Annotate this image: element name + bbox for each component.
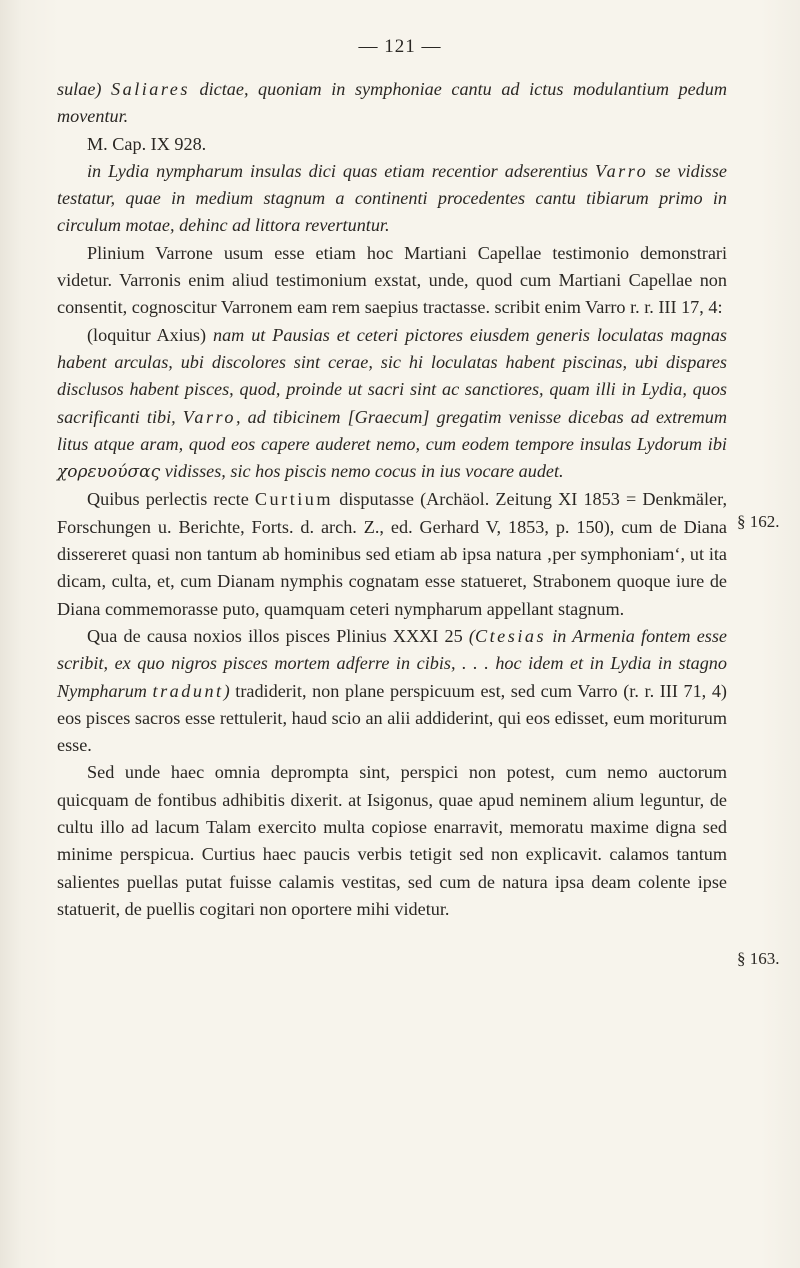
paragraph-pisces-noxios: Qua de causa noxios illos pisces Plinius XXXI 25 (Ctesias in Armenia fontem esse scribit, ex quo nigros pisces mortem adferre in cibis, . . . hoc idem et in Lydia in stagno Nympharum tradunt) tradiderit, non plane perspicuum est, sed cum Varro (r. r. III 71, 4) eos pisces sacros esse rettulerit, haud scio an alii addiderint, qui eos edisset, eum moriturum esse. <box>57 625 728 756</box>
section-marker-162: § 162. <box>737 512 780 531</box>
paragraph-plinium-varrone: Plinium Varrone usum esse etiam hoc Martiani Capellae testimonio demonstrari videtur. Varronis enim aliud testimonium exstat, unde, quod cum Martiani Capellae non consentit, cognoscitur Varronem eam rem saepius tractasse. scribit enim Varro r. r. III 17, 4: <box>57 242 727 318</box>
paragraph-saliares: sulae) Saliares dictae, quoniam in symphoniae cantu ad ictus modulantium pedum moventur. <box>57 79 727 127</box>
body-text <box>57 76 727 923</box>
quote-varro-rr: (loquitur Axius) nam ut Pausias et ceteri pictores eiusdem generis loculatas magnas habent arculas, ubi discolores sint cerae, sic hi loculatas habent piscinas, ubi dispares disclusos habent pisces, quod, proinde ut sacri sint ac sanctiores, quam illi in Lydia, quos sacrificanti tibi, Varro, ad tibicinem [Graecum] gregatim venisse dicebas ad extremum litus atque aram, quod eos capere auderet nemo, cum eodem tempore insulas Lydorum ibi χορευούσας vidisses, sic hos piscis nemo cocus in ius vocare audet. <box>57 324 728 483</box>
citation-martianus-capella: M. Cap. IX 928. <box>87 133 207 154</box>
page-number: — 121 — <box>358 36 442 57</box>
paragraph-isigonus: Sed unde haec omnia deprompta sint, perspici non potest, cum nemo auctorum quicquam de fontibus adhibitis dixerit. at Isigonus, quae apud neminem alium leguntur, de cultu illo ad lacum Talam exercito multa copiose enarravit, memoratu maxime digna sed minime perspicua. Curtius haec paucis verbis tetigit sed non explicavit. calamos tantum salientes puellas putat fuisse calamis vestitas, sed cum de natura ipsa deam colente ipse statuerit, de puellis cogitari non oportere mihi videtur. <box>57 762 727 919</box>
paragraph-curtius: Quibus perlectis recte Curtium disputasse (Archäol. Zeitung XI 1853 = Denkmäler, Forschungen u. Berichte, Forts. d. arch. Z., ed. Gerhard V, 1853, p. 150), cum de Diana dissereret quasi non tantum ab hominibus sed etiam ab ipsa natura ‚per symphoniam‘, ut ita dicam, culta, et, cum Dianam nymphis cognatam esse statueret, Strabonem quoque iure de Diana commemorasse puto, quamquam ceteri nympharum appellant stagnum. <box>57 489 727 619</box>
quote-lydia-nympharum: in Lydia nympharum insulas dici quas etiam recentior adserentius Varro se vidisse testatur, quae in medium stagnum a continenti procedentes cantu tibiarum primo in circulum motae, dehinc ad littora revertuntur. <box>57 160 727 236</box>
section-marker-163: § 163. <box>737 949 780 968</box>
